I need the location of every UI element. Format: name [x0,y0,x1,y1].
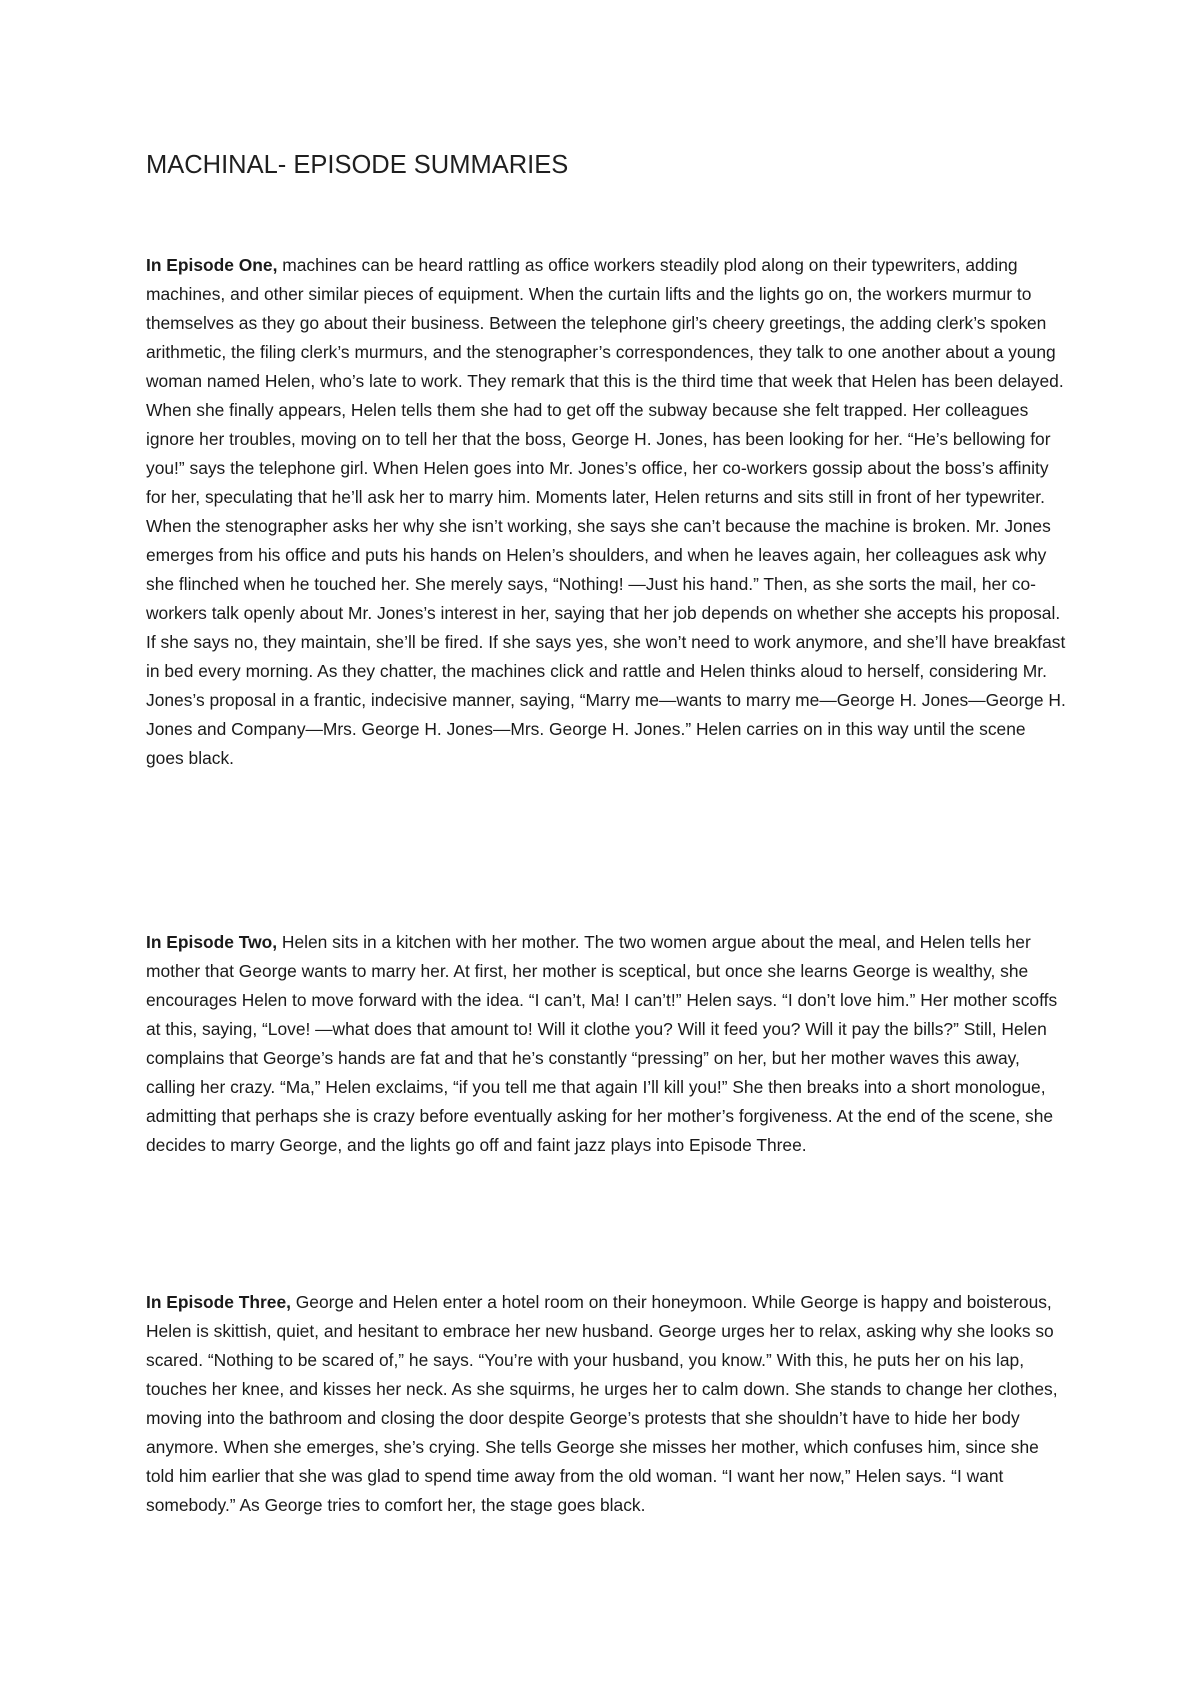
episode-two-body: Helen sits in a kitchen with her mother. The two women argue about the meal, and Helen tells her mother that George wants to marry her. At first, her mother is sceptical, but once she learns George is wealthy, she encourages Helen to move forward with the idea. “I can’t, Ma! I can’t!” Helen says. “I don’t love him.” Her mother scoffs at this, saying, “Love! —what does that amount to! Will it clothe you? Will it feed you? Will it pay the bills?” Still, Helen complains that George’s hands are fat and that he’s constantly “pressing” on her, but her mother waves this away, calling her crazy. “Ma,” Helen exclaims, “if you tell me that again I’ll kill you!” She then breaks into a short monologue, admitting that perhaps she is crazy before eventually asking for her mother’s forgiveness. At the end of the scene, she decides to marry George, and the lights go off and faint jazz plays into Episode Three. [146,932,1058,1155]
episode-one-body: machines can be heard rattling as office workers steadily plod along on their typewriters, adding machines, and other similar pieces of equipment. When the curtain lifts and the lights go on, the workers murmur to themselves as they go about their business. Between the telephone girl’s cheery greetings, the adding clerk’s spoken arithmetic, the filing clerk’s murmurs, and the stenographer’s correspondences, they talk to one another about a young woman named Helen, who’s late to work. They remark that this is the third time that week that Helen has been delayed. When she finally appears, Helen tells them she had to get off the subway because she felt trapped. Her colleagues ignore her troubles, moving on to tell her that the boss, George H. Jones, has been looking for her. “He’s bellowing for you!” says the telephone girl. When Helen goes into Mr. Jones’s office, her co-workers gossip about the boss’s affinity for her, speculating that he’ll ask her to marry him. Moments later, Helen returns and sits still in front of her typewriter. When the stenographer asks her why she isn’t working, she says she can’t because the machine is broken. Mr. Jones emerges from his office and puts his hands on Helen’s shoulders, and when he leaves again, her colleagues ask why she flinched when he touched her. She merely says, “Nothing! —Just his hand.” Then, as she sorts the mail, her co-workers talk openly about Mr. Jones’s interest in her, saying that her job depends on whether she accepts his proposal. If she says no, they maintain, she’ll be fired. If she says yes, she won’t need to work anymore, and she’ll have breakfast in bed every morning. As they chatter, the machines click and rattle and Helen thinks aloud to herself, considering Mr. Jones’s proposal in a frantic, indecisive manner, saying, “Marry me—wants to marry me—George H. Jones—George H. Jones and Company—Mrs. George H. Jones—Mrs. George H. Jones.” Helen carries on in this way until the scene goes black. [146,255,1066,768]
episode-one-paragraph [146,251,1068,773]
episode-three-lead: In Episode Three, [146,1292,291,1312]
episode-one-lead: In Episode One, [146,255,278,275]
episode-three-paragraph [146,1288,1068,1520]
episode-two-paragraph [146,928,1068,1160]
episode-three-body: George and Helen enter a hotel room on their honeymoon. While George is happy and boisterous, Helen is skittish, quiet, and hesitant to embrace her new husband. George urges her to relax, asking why she looks so scared. “Nothing to be scared of,” he says. “You’re with your husband, you know.” With this, he puts her on his lap, touches her knee, and kisses her neck. As she squirms, he urges her to calm down. She stands to change her clothes, moving into the bathroom and closing the door despite George’s protests that she shouldn’t have to hide her body anymore. When she emerges, she’s crying. She tells George she misses her mother, which confuses him, since she told him earlier that she was glad to spend time away from the old woman. “I want her now,” Helen says. “I want somebody.” As George tries to comfort her, the stage goes black. [146,1292,1058,1515]
document-title: MACHINAL- EPISODE SUMMARIES [146,151,569,179]
episode-two-lead: In Episode Two, [146,932,278,952]
